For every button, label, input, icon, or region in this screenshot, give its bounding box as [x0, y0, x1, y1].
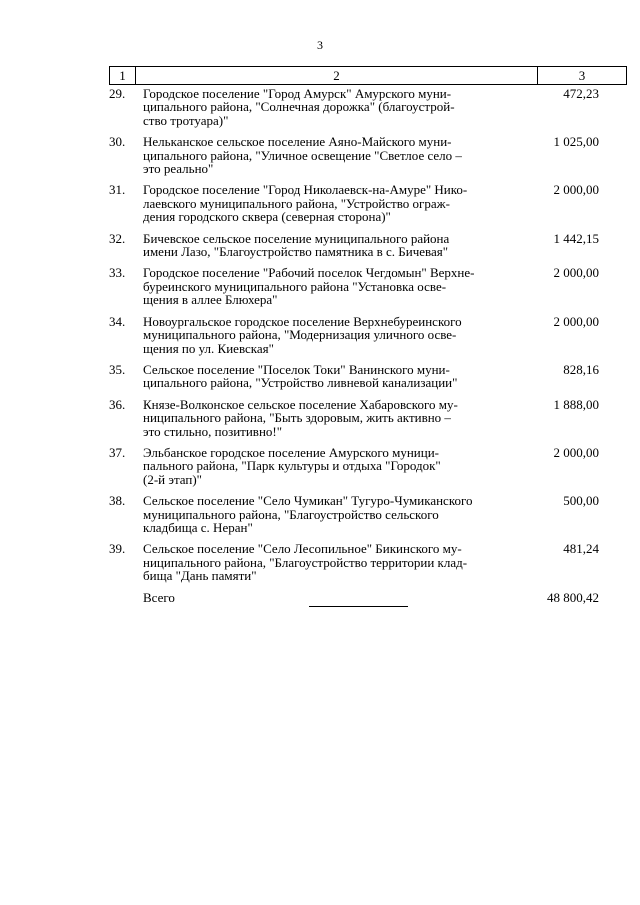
table-row	[109, 135, 627, 175]
settlement-project-name: Новоургальское городское поселение Верхнебуреинского муниципального района, "Модернизация уличного осве- щения по ул. Киевская"	[143, 313, 462, 356]
row-number: 35.	[109, 361, 126, 377]
table-row	[109, 446, 627, 486]
row-number: 37.	[109, 444, 126, 460]
settlement-project-name: Нельканское сельское поселение Аяно-Майского муни- ципального района, "Уличное освещение "Светлое село – это реально"	[143, 134, 462, 177]
row-number: 36.	[109, 396, 126, 412]
row-amount: 2 000,00	[553, 313, 599, 329]
row-number: 38.	[109, 493, 126, 509]
end-of-table-rule	[309, 606, 408, 607]
row-amount: 2 000,00	[553, 182, 599, 198]
table-row	[109, 266, 627, 306]
settlement-project-name: Сельское поселение "Поселок Токи" Ванинского муни- ципального района, "Устройство ливневой канализации"	[143, 361, 458, 391]
settlement-project-name: Городское поселение "Город Амурск" Амурского муни- ципального района, "Солнечная дорожка" (благоустрой- ство тротуара)"	[143, 86, 455, 128]
column-header-2: 2	[136, 67, 538, 84]
settlement-project-name: Городское поселение "Рабочий поселок Чегдомын" Верхне- буреинского муниципального района "Установка осве- щения в аллее Блюхера"	[143, 265, 475, 308]
settlement-project-name: Сельское поселение "Село Чумикан" Тугуро-Чумиканского муниципального района, "Благоустройство сельского кладбища с. Неран"	[143, 493, 473, 535]
settlement-project-name: Князе-Волконское сельское поселение Хабаровского му- ниципального района, "Быть здоровым, жить активно – это стильно, позитивно!"	[143, 396, 458, 439]
table-row	[109, 87, 627, 127]
row-amount: 2 000,00	[553, 444, 599, 460]
row-number: 33.	[109, 265, 126, 281]
row-amount: 2 000,00	[553, 265, 599, 281]
table-column-header	[109, 66, 627, 85]
row-number: 31.	[109, 182, 126, 198]
settlement-project-name: Городское поселение "Город Николаевск-на-Амуре" Нико- лаевского муниципального района, "Устройство ограж- дения городского сквера (северная сторона)"	[143, 182, 468, 225]
row-amount: 472,23	[563, 86, 599, 101]
settlement-project-name: Бичевское сельское поселение муниципального района имени Лазо, "Благоустройство памятника в с. Бичевая"	[143, 230, 450, 260]
page-number: 3	[317, 38, 323, 52]
table-body	[109, 87, 627, 613]
table-row	[109, 398, 627, 438]
row-number: 30.	[109, 134, 126, 150]
table-row	[109, 363, 627, 390]
row-amount: 1 888,00	[553, 396, 599, 412]
row-amount: 828,16	[563, 361, 599, 377]
table-row	[109, 315, 627, 355]
column-header-1: 1	[110, 67, 136, 84]
table-row	[109, 542, 627, 582]
table-row	[109, 494, 627, 534]
settlement-project-name: Сельское поселение "Село Лесопильное" Бикинского му- ниципального района, "Благоустройство территории клад- бища "Дань памяти"	[143, 541, 468, 584]
table-row	[109, 183, 627, 223]
row-number: 34.	[109, 313, 126, 329]
total-amount: 48 800,42	[547, 589, 599, 605]
row-amount: 481,24	[563, 541, 599, 557]
row-amount: 500,00	[563, 493, 599, 509]
table-row	[109, 232, 627, 259]
row-amount: 1 442,15	[553, 230, 599, 246]
row-number: 39.	[109, 541, 126, 557]
settlement-project-name: Эльбанское городское поселение Амурского муници- пального района, "Парк культуры и отдыха "Городок" (2-й этап)"	[143, 444, 441, 487]
total-label: Всего	[143, 589, 175, 605]
total-row	[109, 591, 627, 605]
row-number: 32.	[109, 230, 126, 246]
row-amount: 1 025,00	[553, 134, 599, 150]
column-header-3: 3	[578, 67, 586, 83]
row-number: 29.	[109, 86, 126, 101]
